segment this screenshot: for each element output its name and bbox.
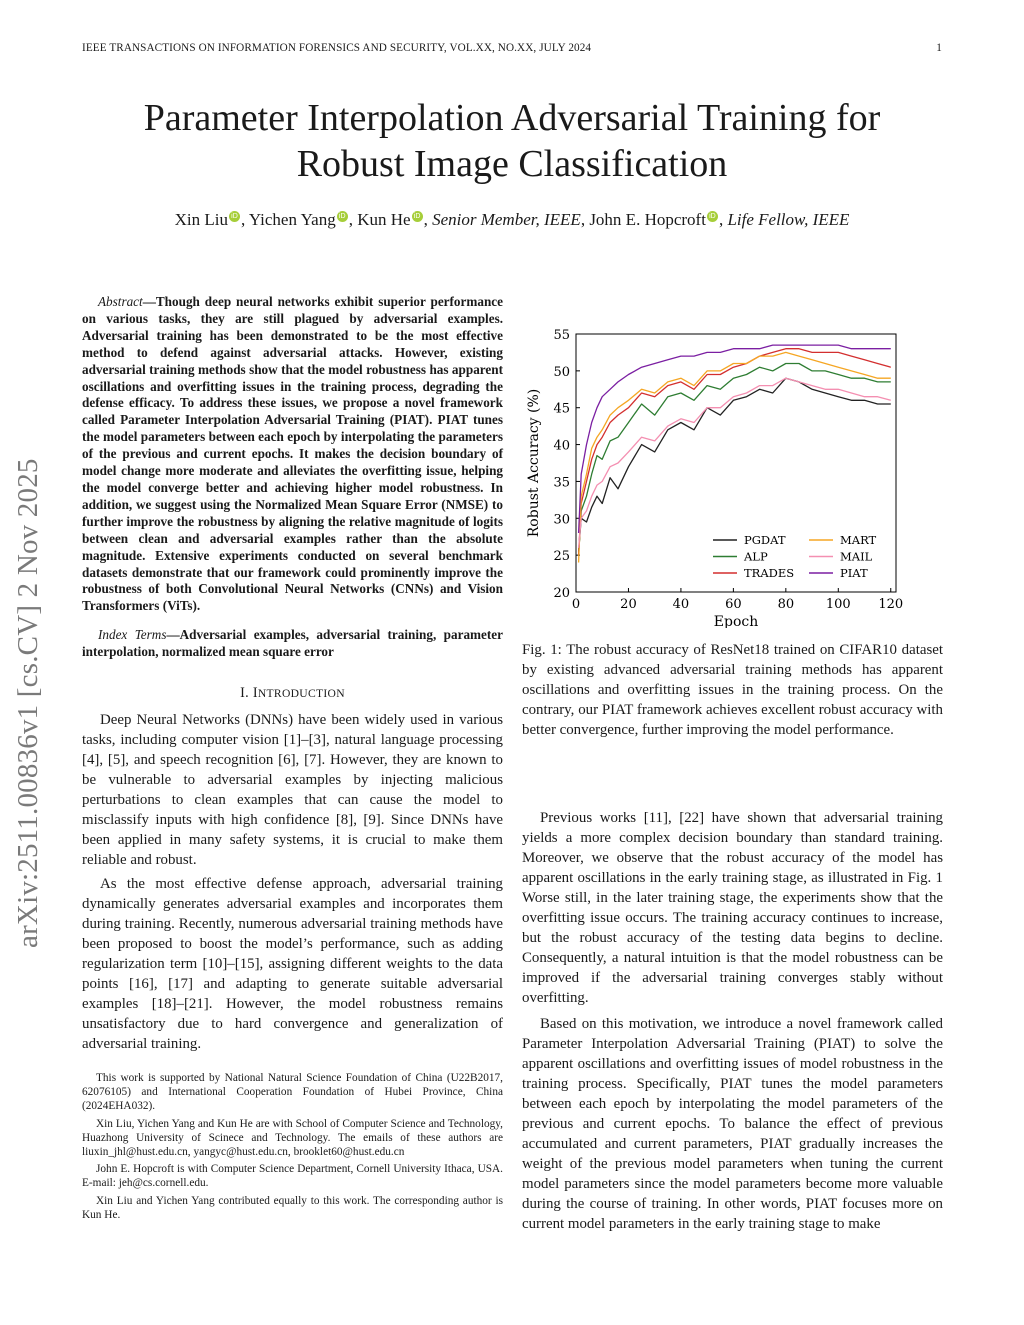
robust-accuracy-chart xyxy=(522,322,943,628)
y-tick-label: 40 xyxy=(553,438,570,454)
author-role: Senior Member, IEEE xyxy=(432,210,581,229)
section-heading xyxy=(82,683,503,704)
y-tick-label: 30 xyxy=(553,512,570,528)
x-tick-label: 100 xyxy=(825,597,851,612)
abstract-label: Abstract xyxy=(98,294,143,309)
body-paragraph: Previous works [11], [22] have shown that adversarial training yields a more complex decision boundary than standard training. Moreover, we observe that the robust accuracy of the model has apparent oscillations in the early training stage, as illustrated in Fig. 1 Worse still, in the later training stage, the experiments show that the overfitting issue occurs. The training accuracy continues to increase, but the robust accuracy of the testing data begins to decline. Consequently, a natural intuition is that the model robustness can be improved if the adversarial training converges stably without overfitting. xyxy=(522,810,943,1006)
x-tick-label: 80 xyxy=(777,597,795,612)
series-line-mart xyxy=(579,352,891,562)
series-line-alp xyxy=(579,364,891,556)
series-line-piat xyxy=(579,345,891,533)
figure-caption: Fig. 1: The robust accuracy of ResNet18 trained on CIFAR10 dataset by existing advanced adversarial training methods has apparent oscillations and overfitting issues in the training process. On the contrary, our PIAT framework achieves excellent robust accuracy with better convergence, further improving the model performance. xyxy=(522,642,943,738)
author-name: John E. Hopcroft xyxy=(589,210,706,229)
index-terms xyxy=(82,627,503,661)
section-title-initial: I xyxy=(252,685,258,702)
arxiv-identifier[interactable]: arXiv:2511.00836v1 [cs.CV] 2 Nov 2025 xyxy=(12,458,44,948)
y-tick-label: 25 xyxy=(553,549,570,565)
y-tick-label: 55 xyxy=(553,328,570,343)
legend-label: PGDAT xyxy=(744,533,786,547)
x-tick-label: 40 xyxy=(672,597,690,612)
orcid-icon[interactable]: iD xyxy=(707,211,718,222)
title-line-2: Robust Image Classification xyxy=(296,143,728,185)
index-terms-label: Index Terms xyxy=(98,627,167,643)
right-column xyxy=(522,808,943,1240)
author-name: Yichen Yang xyxy=(248,210,336,229)
intro-paragraph: Deep Neural Networks (DNNs) have been widely used in various tasks, including computer vision [1]–[3], natural language processing [4], [5], and speech recognition [6], [7]. However, they are known to be vulnerable to adversarial examples by injecting malicious perturbations to clean examples that can cause the model to misclassify inputs with high confidence [8], [9]. Since DNNs have been applied in many safety systems, it is crucial to make them reliable and robust. xyxy=(82,712,503,869)
index-terms-text: —Adversarial examples, adversarial training, parameter interpolation, normalized mean square error xyxy=(82,627,503,660)
footnotes xyxy=(82,1072,503,1223)
legend-label: MAIL xyxy=(840,549,873,564)
footnote: Xin Liu and Yichen Yang contributed equally to this work. The corresponding author is Kun He. xyxy=(82,1195,503,1222)
y-axis-label: Robust Accuracy (%) xyxy=(526,388,542,538)
series-line-trades xyxy=(579,349,891,555)
legend-label: PIAT xyxy=(840,566,868,580)
body-paragraph: Based on this motivation, we introduce a novel framework called Parameter Interpolation Adversarial Training (PIAT) to solve the apparent oscillations and overfitting issues of model robustness in the training process. Specifically, PIAT tunes the model parameters between each epoch by interpolating the model parameters of the previous and current epochs. To balance the effect of previous accumulated and current parameters, PIAT gradually increases the weight of the previous model parameters when tuning the current model parameters since the model parameters become more valuable during the course of training. In other words, PIAT focuses more on current model parameters in the early training stage to make xyxy=(522,1016,943,1232)
abstract-text: —Though deep neural networks exhibit superior performance on various tasks, they are still plagued by adversarial examples. Adversarial training has been demonstrated to be the most effective method to defend against adversarial attacks. However, existing adversarial training methods show that the model robustness has apparent oscillations and overfitting issues in the training process, degrading the defense efficacy. To address these issues, we propose a novel framework called Parameter Interpolation Adversarial Training (PIAT). PIAT tunes the model parameters between each epoch by interpolating the parameters of the previous and current epochs. It makes the decision boundary of model change more moderate and alleviates the overfitting issue, helping the model converge better and achieving higher model robustness. In addition, we suggest using the Normalized Mean Square Error (NMSE) to further improve the robustness by aligning the relative magnitude of logits between clean and adversarial examples rather than the absolute magnitude. Extensive experiments conducted on several benchmark datasets demonstrate that our framework could prominently improve the robustness of both Convolutional Neural Networks (CNNs) and Vision Transformers (ViTs). xyxy=(82,294,503,614)
x-axis-label: Epoch xyxy=(713,614,759,628)
y-tick-label: 45 xyxy=(553,401,570,417)
orcid-icon[interactable]: iD xyxy=(412,211,423,222)
abstract xyxy=(82,294,503,615)
author-role: Life Fellow, IEEE xyxy=(727,210,850,229)
series-line-mail xyxy=(579,378,891,548)
orcid-icon[interactable]: iD xyxy=(337,211,348,222)
x-tick-label: 60 xyxy=(725,597,742,612)
x-tick-label: 120 xyxy=(878,597,904,612)
legend-label: MART xyxy=(840,533,877,547)
series-line-pgdat xyxy=(579,378,891,551)
author-name: Xin Liu xyxy=(174,210,228,229)
x-tick-label: 20 xyxy=(620,597,637,612)
page-number: 1 xyxy=(936,42,942,54)
legend-label: TRADES xyxy=(744,566,795,580)
footnote: This work is supported by National Natural Science Foundation of China (U22B2017, 62076105) and International Cooperation Foundation of Hubei Province, China (2024EHA032). xyxy=(82,1072,503,1112)
y-tick-label: 35 xyxy=(553,475,570,491)
paper-title xyxy=(82,95,942,187)
section-number: I. xyxy=(240,685,249,702)
y-tick-label: 50 xyxy=(553,364,570,380)
y-tick-label: 20 xyxy=(553,586,570,601)
author-name: Kun He xyxy=(357,210,411,229)
footnote: John E. Hopcroft is with Computer Science Department, Cornell University Ithaca, USA. E-mail: jeh@cs.cornell.edu. xyxy=(82,1163,503,1190)
orcid-icon[interactable]: iD xyxy=(229,211,240,222)
figure-1 xyxy=(522,322,943,628)
legend-label: ALP xyxy=(744,549,768,564)
journal-name: IEEE TRANSACTIONS ON INFORMATION FORENSICS AND SECURITY, VOL.XX, NO.XX, JULY 2024 xyxy=(82,42,592,54)
left-column xyxy=(82,294,503,1227)
running-header xyxy=(82,42,942,58)
footnote: Xin Liu, Yichen Yang and Kun He are with School of Computer Science and Technology, Huazhong University of Scinece and Technology. The emails of these authors are liuxin_jhl@hust.edu.cn, yangyc@hust.edu.cn, brooklet60@hust.edu.cn xyxy=(82,1117,503,1158)
section-title-rest: NTRODUCTION xyxy=(257,687,345,701)
title-line-1: Parameter Interpolation Adversarial Training for xyxy=(143,97,881,139)
x-tick-label: 0 xyxy=(571,597,581,612)
author-list: Xin Liu iD , Yichen Yang iD , Kun He iD , Senior Member, IEEE, John E. Hopcroft iD , Life Fellow, IEEE xyxy=(174,210,850,229)
intro-paragraph: As the most effective defense approach, adversarial training dynamically generates adversarial examples and incorporates them during training. Recently, numerous adversarial training methods have been proposed to boost the model’s performance, such as adding regularization term [10]–[15], assigning different weights to the data points [16], [17] and adapting to generate suitable adversarial examples [18]–[21]. However, the model robustness remains unsatisfactory due to hard convergence and generalization of adversarial training. xyxy=(82,876,503,1053)
